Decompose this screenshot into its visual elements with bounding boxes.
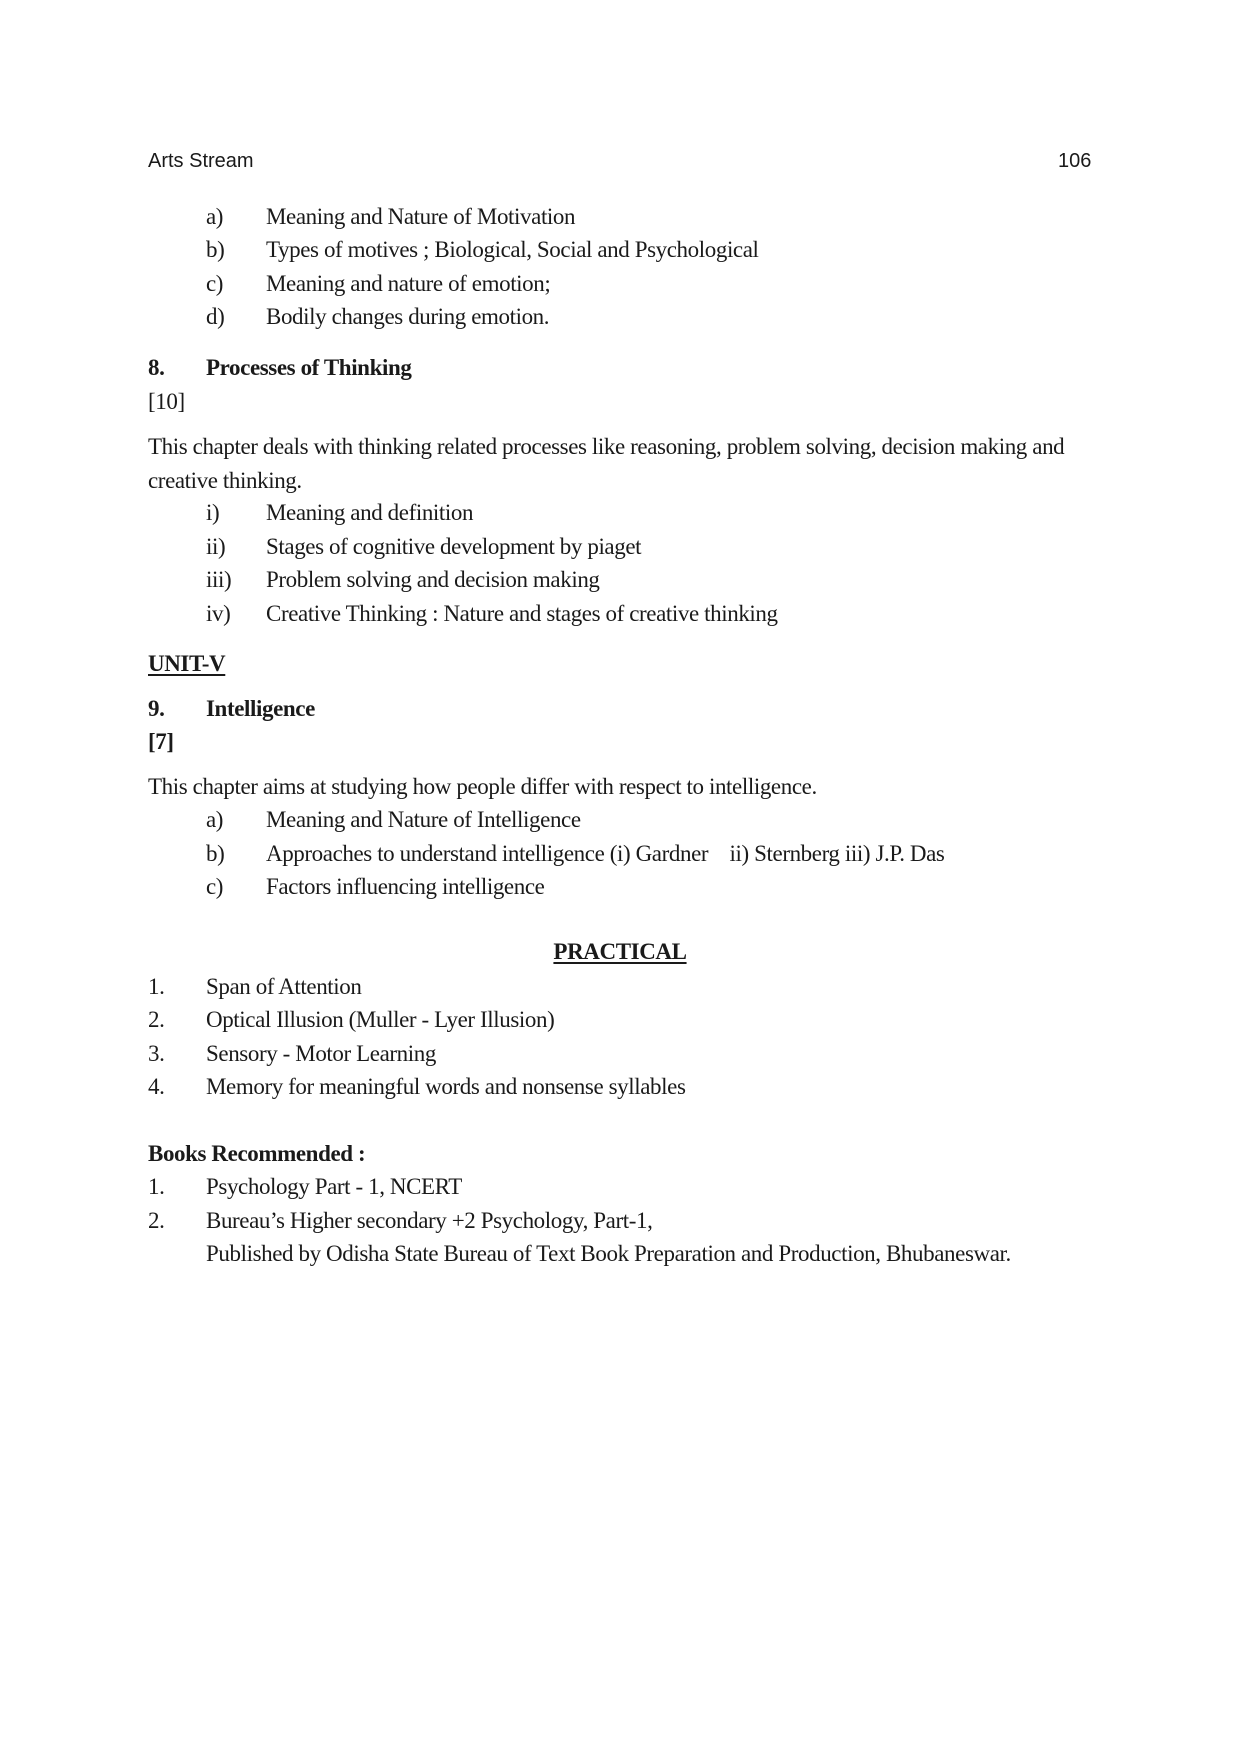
list-item: Bureau’s Higher secondary +2 Psychology, Part-1, <box>206 1208 653 1233</box>
list-marker: ii) <box>206 534 226 559</box>
list-item: Meaning and nature of emotion; <box>266 271 551 296</box>
page-number: 106 <box>1058 150 1092 172</box>
list-marker: a) <box>206 204 224 229</box>
section-marks: [7] <box>148 729 174 754</box>
list-item: Problem solving and decision making <box>266 567 600 592</box>
list-item: Meaning and definition <box>266 500 474 525</box>
list-item: Span of Attention <box>206 974 362 999</box>
list-item: Stages of cognitive development by piaget <box>266 534 642 559</box>
list-marker: c) <box>206 271 224 296</box>
list-marker: 1. <box>148 974 165 999</box>
section-number: 9. <box>148 696 165 721</box>
section-title: Processes of Thinking <box>206 355 412 380</box>
practical-heading: PRACTICAL <box>553 939 687 964</box>
list-marker: 2. <box>148 1208 165 1233</box>
section-number: 8. <box>148 355 165 380</box>
list-item: Creative Thinking : Nature and stages of creative thinking <box>266 601 778 626</box>
section-description: This chapter deals with thinking related processes like reasoning, problem solving, decision making and creative thinking. <box>148 434 1065 493</box>
list-marker: a) <box>206 807 224 832</box>
list-item: Factors influencing intelligence <box>266 874 545 899</box>
list-marker: 1. <box>148 1174 165 1199</box>
list-marker: 2. <box>148 1007 165 1032</box>
list-marker: b) <box>206 237 225 262</box>
list-item: Bodily changes during emotion. <box>266 304 550 329</box>
list-item: Meaning and Nature of Intelligence <box>266 807 581 832</box>
list-marker: i) <box>206 500 220 525</box>
list-marker: c) <box>206 874 224 899</box>
books-heading: Books Recommended : <box>148 1141 366 1166</box>
list-marker: iii) <box>206 567 232 592</box>
list-item: Optical Illusion (Muller - Lyer Illusion) <box>206 1007 555 1032</box>
list-item: Psychology Part - 1, NCERT <box>206 1174 462 1199</box>
list-item: Memory for meaningful words and nonsense syllables <box>206 1074 686 1099</box>
list-marker: d) <box>206 304 225 329</box>
list-item: Sensory - Motor Learning <box>206 1041 436 1066</box>
section-description: This chapter aims at studying how people differ with respect to intelligence. <box>148 774 817 799</box>
list-item: Approaches to understand intelligence (i) Gardner ii) Sternberg iii) J.P. Das <box>266 841 945 866</box>
list-item-continuation: Published by Odisha State Bureau of Text Book Preparation and Production, Bhubaneswar. <box>206 1241 1011 1266</box>
list-item: Meaning and Nature of Motivation <box>266 204 576 229</box>
running-header: Arts Stream <box>148 150 254 172</box>
list-marker: 4. <box>148 1074 165 1099</box>
section-title: Intelligence <box>206 696 315 721</box>
list-marker: 3. <box>148 1041 165 1066</box>
unit-heading: UNIT-V <box>148 651 226 676</box>
list-item: Types of motives ; Biological, Social and Psychological <box>266 237 759 262</box>
list-marker: b) <box>206 841 225 866</box>
section-marks: [10] <box>148 389 185 414</box>
list-marker: iv) <box>206 601 231 626</box>
